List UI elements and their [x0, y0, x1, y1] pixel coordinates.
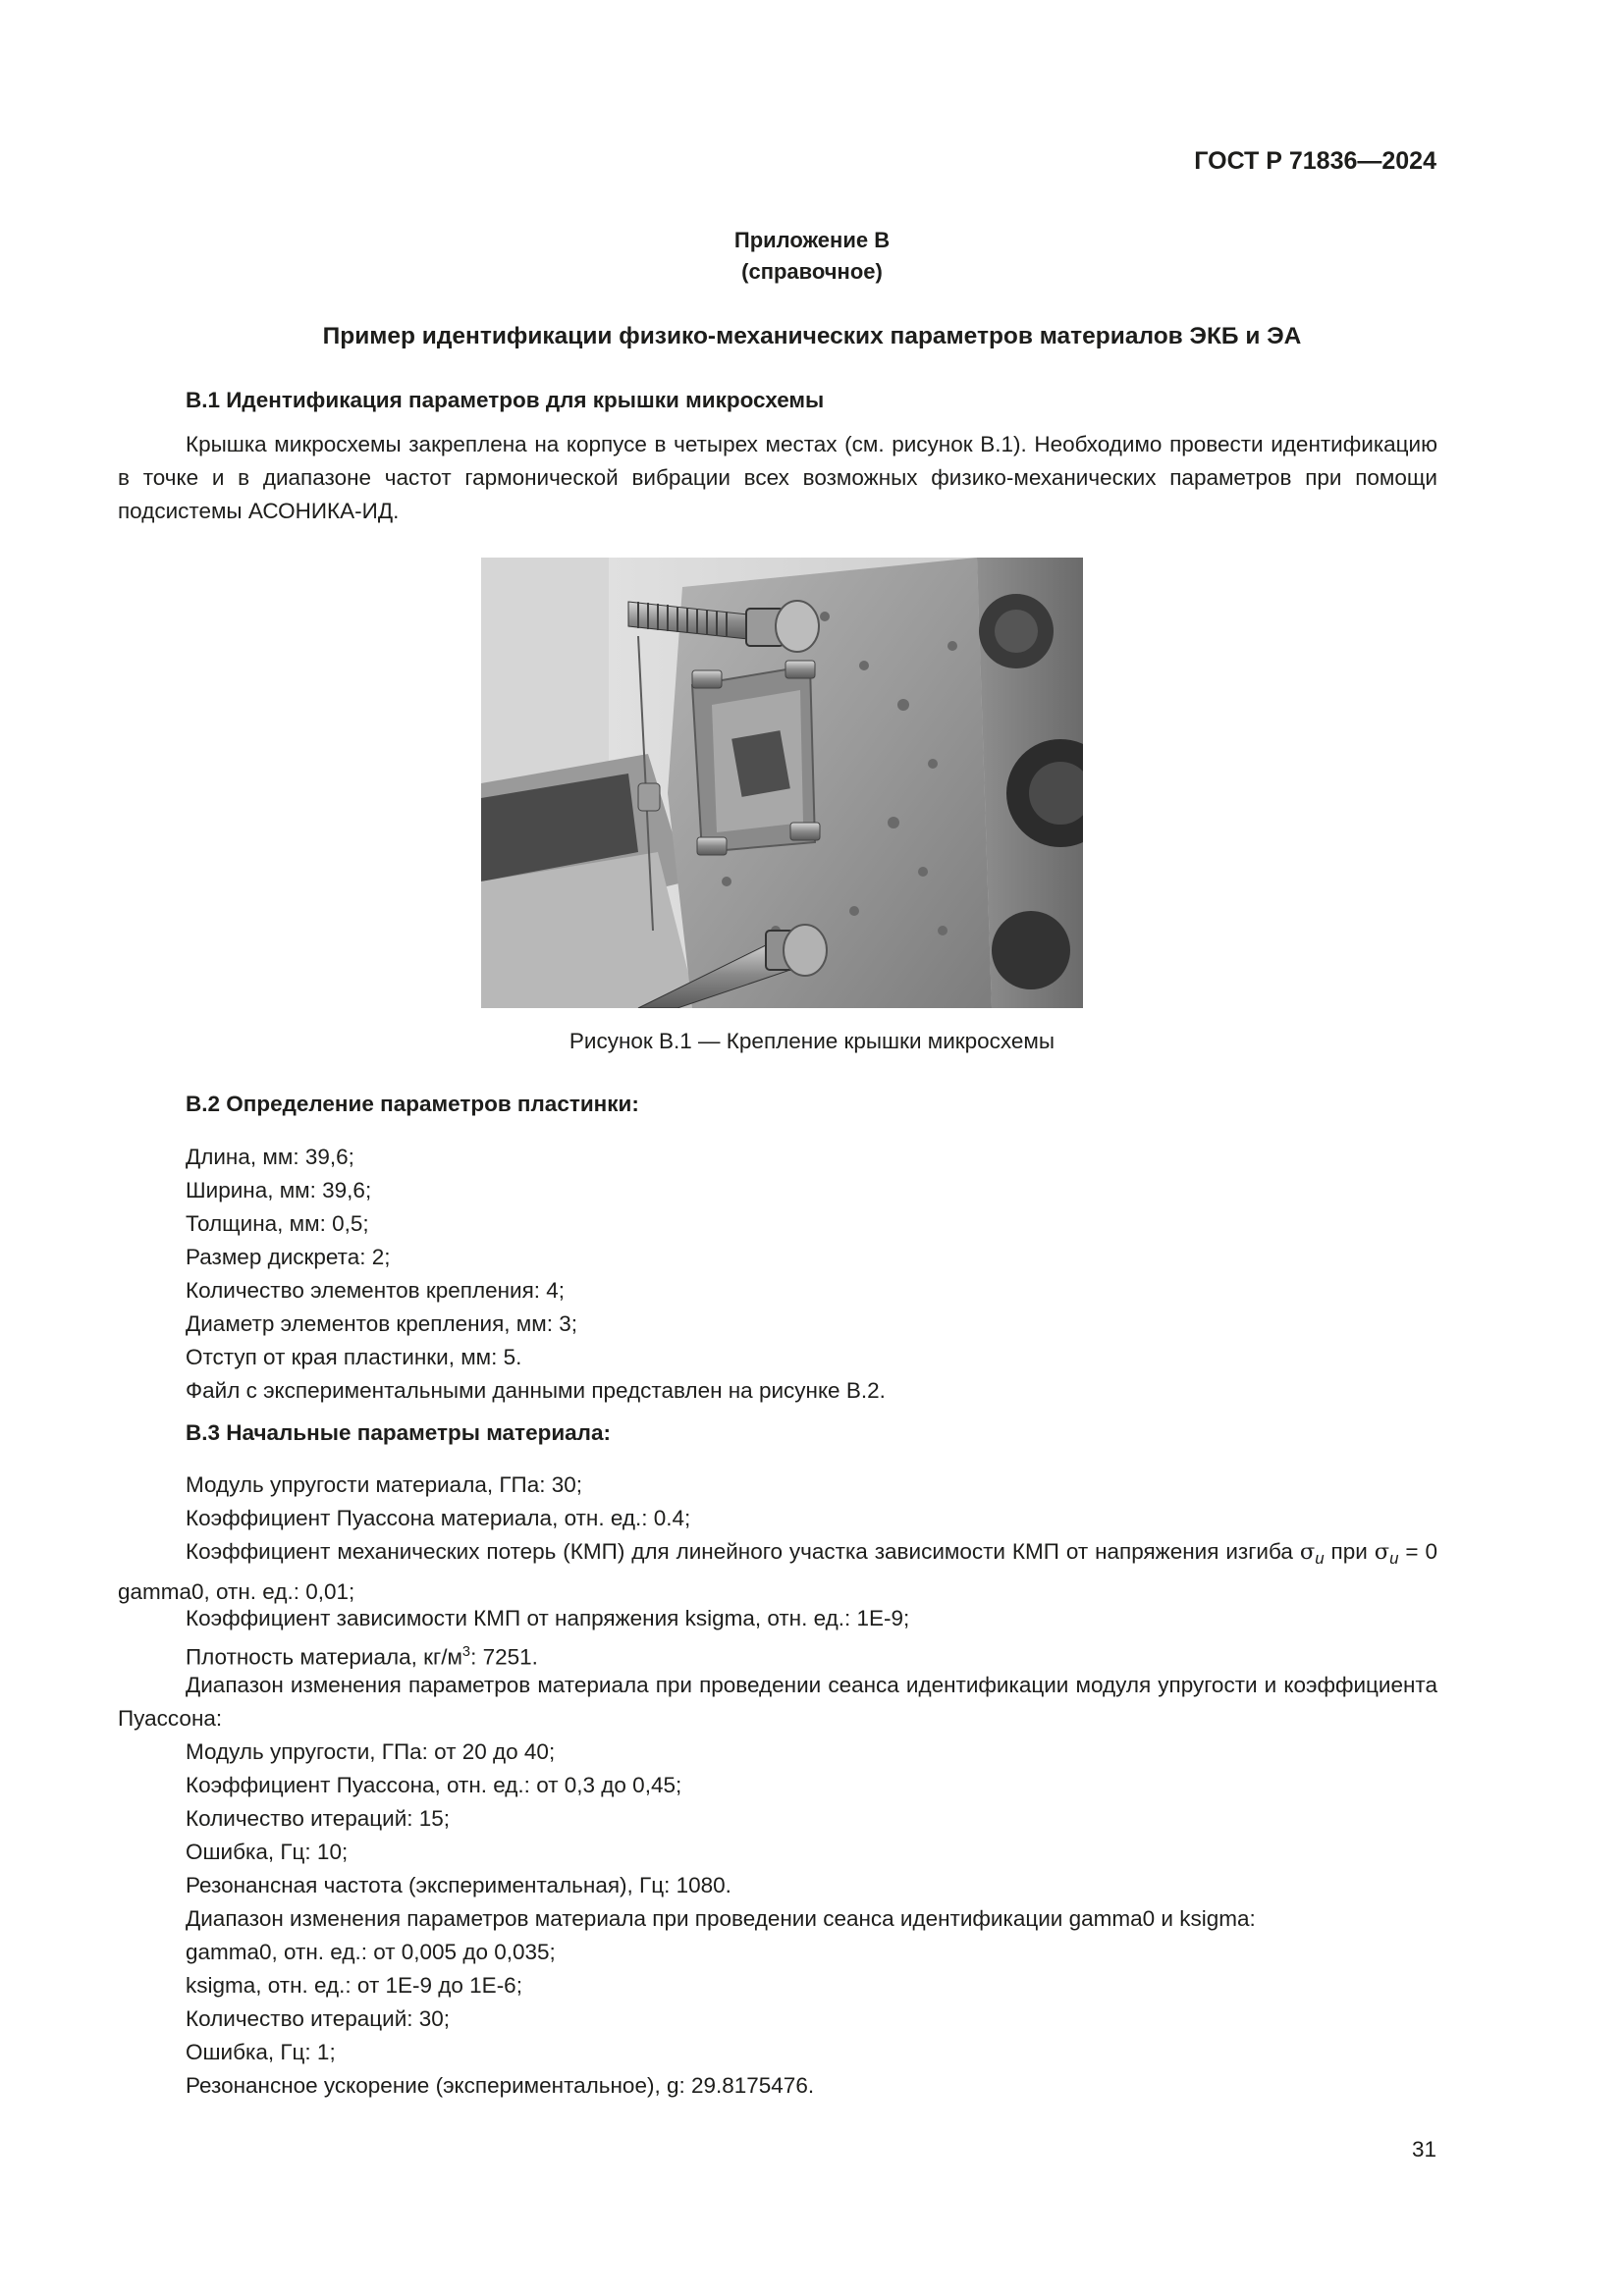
section-b3-heading: В.3 Начальные параметры материала:: [186, 1420, 611, 1445]
list-item: Толщина, мм: 0,5;: [186, 1211, 369, 1236]
figure-caption: Рисунок В.1 — Крепление крышки микросхемы: [568, 1029, 1056, 1053]
list-item: Плотность материала, $кг/м^3$: 7251.: [186, 1644, 538, 1670]
list-item: Количество итераций: 15;: [186, 1806, 451, 1831]
list-item: Размер дискрета: 2;: [186, 1245, 391, 1269]
list-item: Диапазон изменения параметров материала при проведении сеанса идентификации gamma0 и ksigma:: [186, 1906, 1256, 1931]
list-item: Резонансная частота (экспериментальная), Гц: 1080.: [186, 1873, 731, 1897]
list-item: Резонансное ускорение (экспериментальное), g: 29.8175476.: [186, 2073, 815, 2098]
section-b3-initial-list: [186, 1468, 690, 1535]
section-b1-heading: В.1 Идентификация параметров для крышки микросхемы: [186, 388, 825, 412]
section-b3-range1-paragraph: [118, 1669, 1437, 1735]
main-title: Пример идентификации физико-механических параметров материалов ЭКБ и ЭА: [322, 323, 1302, 349]
list-item: Коэффициент Пуассона материала, отн. ед.: 0.4;: [186, 1506, 691, 1530]
list-item: Коэффициент Пуассона, отн. ед.: от 0,3 до 0,45;: [186, 1773, 682, 1797]
section-b1-text: Крышка микросхемы закреплена на корпусе в четырех местах (см. рисунок В.1). Необходимо провести идентификацию в точке и в диапазоне частот гармонической вибрации всех возможных физико-механических параметров при помощи подсистемы АСОНИКА-ИД.: [118, 432, 1437, 523]
kmp-text: Коэффициент механических потерь (КМП) для линейного участка зависимости КМП от напряжения изгиба $\sigma_u$ при $\sigma_u = 0$ gamma0, отн. ед.: 0,01;: [118, 1539, 1437, 1605]
section-b3-kmp-paragraph: [118, 1535, 1437, 1609]
microchip-mount-photo: [481, 558, 1083, 1008]
list-item: ksigma, отн. ед.: от 1Е-9 до 1Е-6;: [186, 1973, 522, 1998]
section-b3-params-list: [186, 1602, 909, 1669]
sigma-symbol: σ: [1299, 1539, 1316, 1565]
list-item: gamma0, отн. ед.: от 0,005 до 0,035;: [186, 1940, 556, 1964]
list-item: Модуль упругости, ГПа: от 20 до 40;: [186, 1739, 556, 1764]
page-number: 31: [1411, 2137, 1436, 2162]
section-b2-list: [186, 1141, 886, 1408]
list-item: Коэффициент зависимости КМП от напряжения ksigma, отн. ед.: 1Е-9;: [186, 1606, 910, 1630]
list-item: Файл с экспериментальными данными представлен на рисунке В.2.: [186, 1378, 886, 1403]
list-item: Количество итераций: 30;: [186, 2006, 451, 2031]
list-item: Длина, мм: 39,6;: [186, 1145, 354, 1169]
range1-text: Диапазон изменения параметров материала при проведении сеанса идентификации модуля упругости и коэффициента Пуассона:: [118, 1673, 1437, 1731]
list-item: Количество элементов крепления: 4;: [186, 1278, 566, 1303]
list-item: Отступ от края пластинки, мм: 5.: [186, 1345, 522, 1369]
list-item: Ширина, мм: 39,6;: [186, 1178, 372, 1202]
figure-photo: [481, 558, 1083, 1008]
list-item: Модуль упругости материала, ГПа: 30;: [186, 1472, 582, 1497]
document-code: ГОСТ Р 71836—2024: [1194, 147, 1436, 175]
sigma-symbol: σ: [1374, 1539, 1390, 1565]
list-item: Ошибка, Гц: 10;: [186, 1840, 349, 1864]
list-item: Диаметр элементов крепления, мм: 3;: [186, 1311, 578, 1336]
section-b3-range1-list: [186, 1735, 1256, 2103]
appendix-subtitle: (справочное): [741, 259, 883, 284]
appendix-title: Приложение В: [733, 228, 891, 252]
list-item: Ошибка, Гц: 1;: [186, 2040, 336, 2064]
section-b2-heading: В.2 Определение параметров пластинки:: [186, 1092, 639, 1116]
section-b1-paragraph: [118, 428, 1437, 528]
